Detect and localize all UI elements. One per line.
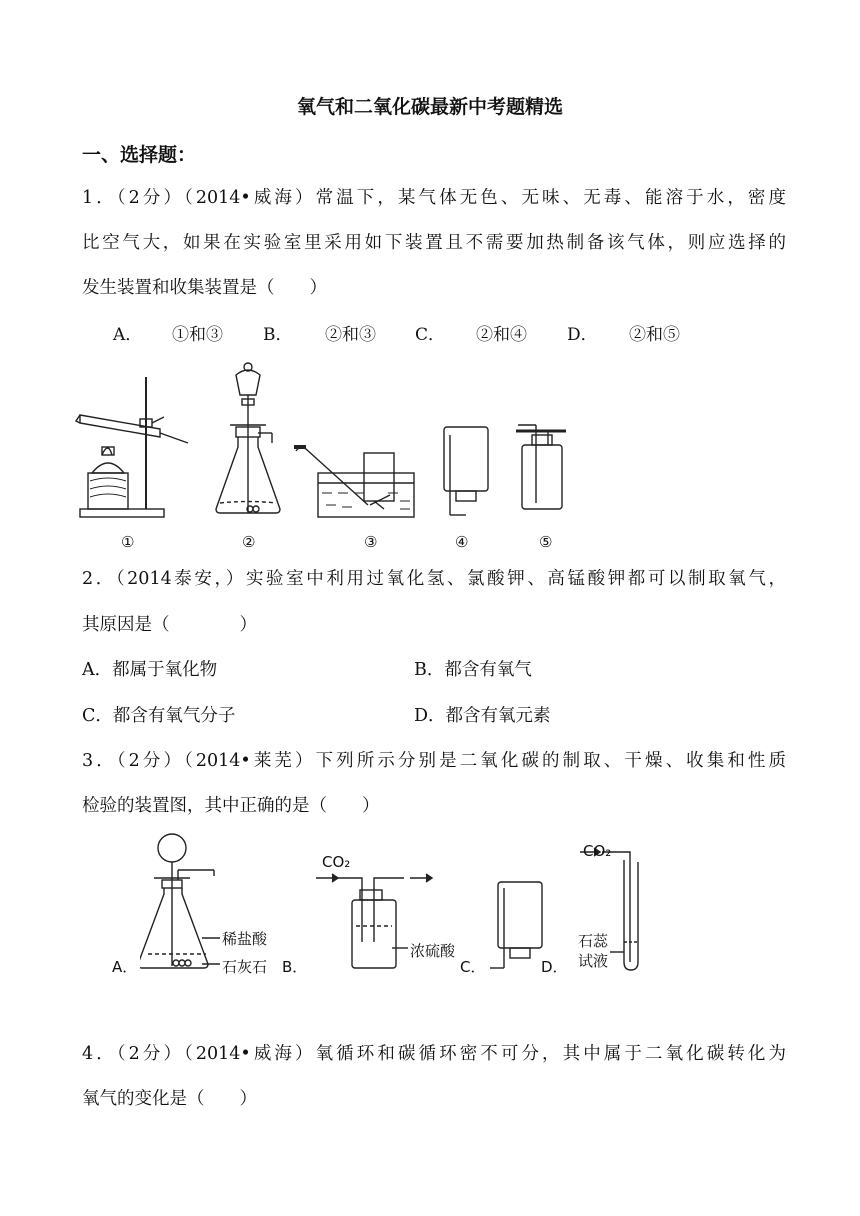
q1-option-d-letter: D． — [567, 325, 598, 345]
apparatus-2-flask-funnel — [216, 363, 280, 513]
q2-option-b: B．都含有氧气 — [414, 660, 532, 680]
q3-c-letter: C． — [460, 958, 486, 976]
q3-d-label-litmus-1: 石蕊 — [578, 932, 609, 950]
q2-option-c: C．都含有氧气分子 — [82, 706, 236, 726]
q3-b-label-co2: CO₂ — [322, 853, 351, 871]
q1-option-a-text: ①和③ — [172, 325, 223, 345]
page-title: 氧气和二氧化碳最新中考题精选 — [296, 96, 563, 118]
q2-line-1: 2．（2014泰安，）实验室中利用过氧化氢、氯酸钾、高锰酸钾都可以制取氧气， — [82, 569, 786, 589]
q2-option-d: D．都含有氧元素 — [414, 706, 551, 726]
q1-line-2: 比空气大，如果在实验室里采用如下装置且不需要加热制备该气体，则应选择的 — [82, 233, 786, 253]
q4-line-1: 4．（2分）（2014•威海）氧循环和碳循环密不可分，其中属于二氧化碳转化为 — [82, 1044, 786, 1064]
q4-line-2: 氧气的变化是（ ） — [82, 1089, 257, 1109]
q1-line-1: 1．（2分）（2014•威海）常温下，某气体无色、无味、无毒、能溶于水，密度 — [82, 188, 786, 208]
apparatus-1-heating-setup — [76, 377, 188, 517]
q3-line-2: 检验的装置图，其中正确的是（ ） — [82, 796, 380, 816]
q3-line-1: 3．（2分）（2014•莱芜）下列所示分别是二氧化碳的制取、干燥、收集和性质 — [82, 751, 786, 771]
q1-figure-label-4: ④ — [455, 533, 469, 551]
q3-b-letter: B． — [282, 958, 308, 976]
q1-option-d-text: ②和⑤ — [629, 325, 680, 345]
q3-a-letter: A． — [112, 958, 138, 976]
q1-option-a-letter: A． — [113, 325, 143, 345]
q3-a-label-acid: 稀盐酸 — [222, 930, 268, 948]
q2-option-a: A．都属于氧化物 — [82, 660, 218, 680]
q3-c-collecting-bottle — [490, 882, 542, 968]
apparatus-4-gas-bottle — [444, 427, 488, 515]
q1-option-c-text: ②和④ — [476, 325, 527, 345]
q3-a-flask — [140, 834, 220, 968]
apparatus-5-gas-bottle — [516, 425, 566, 509]
q1-option-b-text: ②和③ — [325, 325, 376, 345]
q1-figure-label-5: ⑤ — [539, 533, 553, 551]
q3-b-label-acid: 浓硫酸 — [410, 942, 456, 960]
q1-figure-label-1: ① — [121, 533, 135, 551]
q3-a-label-stone: 石灰石 — [222, 958, 268, 976]
section-heading: 一、选择题： — [82, 144, 197, 166]
q1-figure-label-2: ② — [242, 533, 256, 551]
q1-figure-label-3: ③ — [364, 533, 378, 551]
q3-d-label-litmus-2: 试液 — [578, 952, 609, 970]
q1-option-c-letter: C． — [415, 325, 446, 345]
q1-option-b-letter: B． — [263, 325, 293, 345]
apparatus-3-water-trough — [294, 447, 414, 517]
q2-line-2: 其原因是（ ） — [82, 615, 257, 635]
q3-d-label-co2: CO₂ — [583, 842, 612, 860]
q3-d-letter: D． — [541, 958, 568, 976]
q1-line-3: 发生装置和收集装置是（ ） — [82, 278, 327, 298]
q1-apparatus-figure — [70, 355, 590, 555]
